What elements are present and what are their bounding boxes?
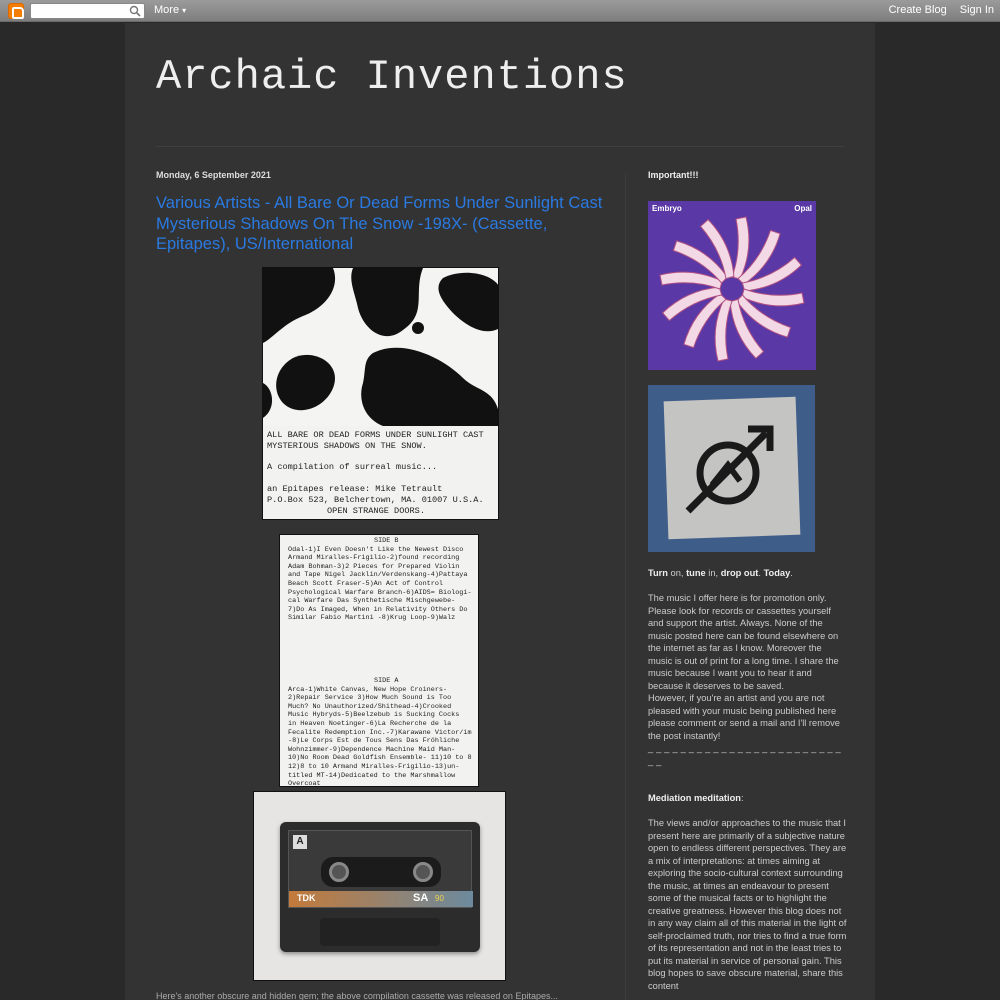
- meditation-heading: Mediation meditation: [648, 793, 741, 803]
- drop-out-word: drop out: [720, 568, 759, 578]
- cover-text-line: [267, 473, 484, 484]
- cover-text-line: P.O.Box 523, Belchertown, MA. 01007 U.S.A.: [267, 494, 484, 505]
- promo-text-removal: However, if you're an artist and you are not pleased with your music being published here please comment or send a mail and I'll remove the post instantly!: [648, 693, 840, 741]
- cover-image[interactable]: [262, 267, 499, 520]
- tune-word: tune: [686, 568, 706, 578]
- sign-in-link[interactable]: Sign In: [959, 4, 994, 16]
- turn-on-text: on,: [667, 568, 687, 578]
- cover-text-line: A compilation of surreal music...: [267, 462, 438, 473]
- search-input[interactable]: [30, 3, 145, 19]
- left-reel: [329, 862, 349, 882]
- more-label: More: [154, 4, 180, 16]
- search-icon[interactable]: [129, 5, 141, 17]
- caret-down-icon: ▾: [182, 6, 187, 15]
- header-divider: [156, 146, 844, 147]
- cassette-stripe: [289, 891, 473, 907]
- promo-text: The music I offer here is for promotion only. Please look for records or cassettes yourself and support the artist. Always. None of the music posted here can be found elsewhere on the internet as far as I know. Moreover the music is out of print for a long time. I share the music because I want you to hear it and because it deserves to be saved.: [648, 593, 839, 691]
- cover-text-line: [267, 452, 484, 463]
- sidebar-heading-important: Important!!!: [648, 170, 699, 180]
- turn-on-text: .: [790, 568, 793, 578]
- tracklist-line: 2)Repair Service 3)How Much Sound is Too: [288, 694, 452, 703]
- tracklist-line: Armand Miralles-Frigilio-2)found recording: [288, 554, 460, 563]
- blogger-logo-icon[interactable]: [8, 3, 24, 19]
- meditation-paragraph: The views and/or approaches to the music that I present here are primarily of a subjective nature open to endless different perspectives. They are a mix of interpretations: at times aiming at exploring the socio-cultural context surrounding the music, at times an endeavour to present some of the musical facts or to highlight the creative greatness. However this blog does not in any way claim all of this material in the light of self-proclaimed truth, nor tries to find a true form of its representation and not in the least tries to put its material in service of personal gain. This blog hopes to save obscure material, share this content: [648, 818, 847, 991]
- album-title-label: Opal: [794, 204, 812, 213]
- tracklist-line: in Heaven Noetinger-6)La Recherche de la: [288, 719, 452, 728]
- cassette-label: [288, 830, 472, 908]
- tracklist-line: Fecalite Redemption Inc.-7)Karawane Victor/im: [288, 728, 472, 737]
- tracklist-line: Similar Fabio Martini -8)Krug Loop-9)Walz: [288, 614, 456, 623]
- cassette-model: SA: [413, 892, 429, 904]
- tracklist-line: Odal-1)I Even Doesn't Like the Newest Disco: [288, 545, 464, 554]
- tracklist-line: -8)Le Corps Est de Tous Sens Das Fröhliche: [288, 737, 460, 746]
- right-reel: [413, 862, 433, 882]
- album-artist-label: Embryo: [652, 204, 682, 213]
- cassette-photo[interactable]: [253, 791, 506, 981]
- post-date: Monday, 6 September 2021: [156, 170, 271, 180]
- tracklist-line: Arca-1)White Canvas, New Hope Croiners-: [288, 685, 448, 694]
- today-word: Today: [763, 568, 791, 578]
- turn-word: Turn: [648, 568, 668, 578]
- tracklist-line: Psychological Warfare Branch-6)AIDS= Biologi-: [288, 588, 472, 597]
- tracklist-line: 7)Do As Imaged, When in Relativity Others Do: [288, 605, 468, 614]
- blog-content: [125, 23, 875, 1000]
- promo-paragraph: [648, 592, 848, 767]
- cassette-shell: [280, 822, 480, 952]
- side-a-heading: SIDE A: [374, 677, 399, 685]
- more-menu[interactable]: [154, 4, 186, 16]
- cover-text-line: ALL BARE OR DEAD FORMS UNDER SUNLIGHT CAST: [267, 430, 484, 440]
- tracklist-line: Much? No Unauthorized/Shithead-4)Crooked: [288, 702, 452, 711]
- turn-on-text: in,: [705, 568, 721, 578]
- cow-pattern-graphic: [263, 268, 499, 426]
- patch-image[interactable]: [648, 385, 815, 552]
- post-title-link[interactable]: Various Artists - All Bare Or Dead Forms Under Sunlight Cast Mysterious Shadows On The Snow -198X- (Cassette, Epitapes), US/International: [156, 194, 603, 253]
- blog-title[interactable]: Archaic Inventions: [156, 53, 628, 101]
- meditation-colon: :: [740, 793, 744, 803]
- cover-text-line: an Epitapes release: Mike Tetrault: [267, 483, 443, 494]
- tracklist-line: cal Warfare Das Synthetische Mischgewebe-: [288, 597, 456, 606]
- cassette-brand: TDK: [297, 893, 316, 903]
- cassette-length: 90: [435, 894, 444, 903]
- separator-line: _ _ _ _ _ _ _ _ _ _ _ _ _ _ _ _ _ _ _ _ _ _ _ _ _ _: [648, 743, 841, 766]
- meditation-heading-line: [648, 792, 848, 805]
- sidebar-divider: [625, 173, 626, 1000]
- circle-arrow-symbol: [648, 385, 815, 552]
- tracklist-line: Beach Scott Fraser-5)An Act of Control: [288, 579, 443, 588]
- cover-text-line: MYSTERIOUS SHADOWS ON THE SNOW.: [267, 440, 427, 451]
- cover-text-line: OPEN STRANGE DOORS.: [327, 505, 425, 516]
- tracklist-line: Music Hybryds-5)Beelzebub is Sucking Cocks: [288, 711, 460, 720]
- album-cover-embryo-opal[interactable]: [648, 201, 816, 370]
- blogger-navbar: [0, 0, 1000, 22]
- turn-on-text: .: [758, 568, 764, 578]
- post-body-text: Here's another obscure and hidden gem; the above compilation cassette was released on Epitapes...: [156, 991, 558, 1000]
- tracklist-line: Overcoat: [288, 780, 321, 787]
- cassette-bottom: [320, 918, 440, 946]
- cassette-window: [321, 857, 441, 887]
- tracklist-line: titled MT-14)Dedicated to the Marshmallow: [288, 771, 456, 780]
- tracklist-image[interactable]: [279, 534, 479, 787]
- tracklist-line: Wohnzimmer-9)Dependence Machine Maid Man-: [288, 745, 456, 754]
- hands-spiral-graphic: [648, 201, 816, 370]
- turn-on-line: [648, 567, 848, 580]
- side-b-heading: SIDE B: [374, 537, 399, 545]
- tracklist-line: 12)8 to 10 Armand Miralles-Frigilio-13)un-: [288, 762, 460, 771]
- tracklist-line: 10)No Room Dead Goldfish Ensemble- 11)10 to 8: [288, 754, 472, 763]
- create-blog-link[interactable]: Create Blog: [888, 4, 947, 16]
- tracklist-line: and Tape Nigel Jacklin/Verdenskang-4)Pattaya: [288, 571, 468, 580]
- cassette-side-badge: A: [293, 835, 307, 849]
- tracklist-line: Adam Bohman-3)2 Pieces for Prepared Violin: [288, 562, 460, 571]
